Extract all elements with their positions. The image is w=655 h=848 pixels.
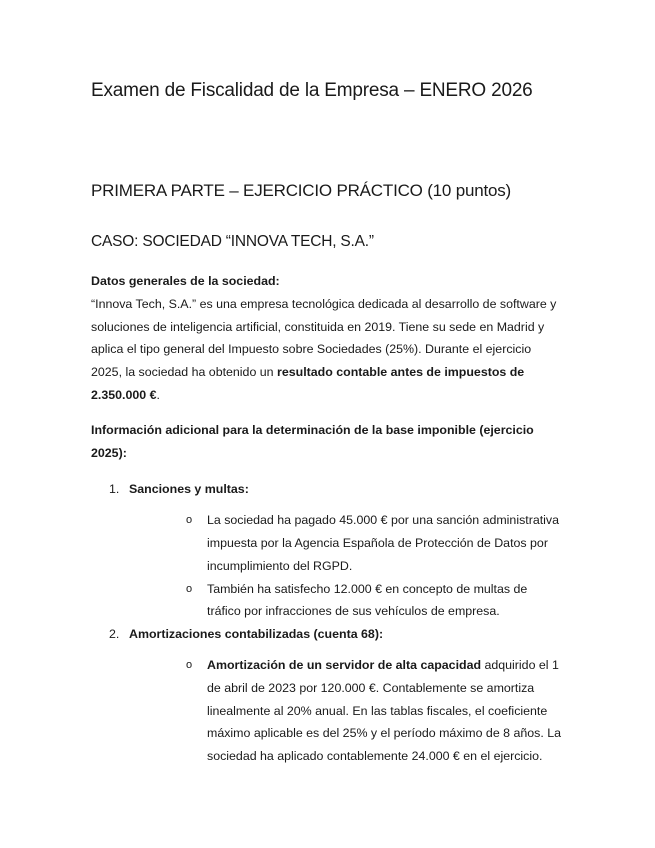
list-item-sanctions <box>91 478 563 623</box>
document-body <box>91 270 563 768</box>
amortizations-sublist <box>129 654 563 768</box>
part-heading: PRIMERA PARTE – EJERCICIO PRÁCTICO (10 puntos) <box>91 181 512 200</box>
additional-info-heading: Información adicional para la determinación de la base imponible (ejercicio 2025): <box>91 422 534 460</box>
bullet-text: También ha satisfecho 12.000 € en concepto de multas de tráfico por infracciones de sus vehículos de empresa. <box>207 581 528 619</box>
intro-end: . <box>156 387 160 402</box>
bullet-bold-text: Amortización de un servidor de alta capacidad <box>207 657 482 672</box>
item-label: Sanciones y multas: <box>129 482 249 497</box>
bullet-icon: o <box>186 658 193 671</box>
bullet-text: La sociedad ha pagado 45.000 € por una sanción administrativa impuesta por la Agencia Española de Protección de Datos por incumplimiento del RGPD. <box>207 513 560 573</box>
general-data-heading: Datos generales de la sociedad: <box>91 274 280 288</box>
sanctions-sublist <box>129 509 563 623</box>
bullet-text: adquirido el 1 de abril de 2023 por 120.000 €. Contablemente se amortiza linealmente al 20% anual. En las tablas fiscales, el coeficiente máximo aplicable es del 25% y el período máximo de 8 años. La sociedad ha aplicado contablemente 24.000 € en el ejercicio. <box>207 657 562 764</box>
adjustments-list <box>91 478 563 768</box>
item-number: 2. <box>109 627 120 642</box>
sub-list-item <box>129 654 563 768</box>
sub-list-item <box>129 578 563 624</box>
intro-bold: resultado contable antes de impuestos de 2.350.000 € <box>91 365 525 402</box>
item-label: Amortizaciones contabilizadas (cuenta 68): <box>129 627 384 642</box>
bullet-icon: o <box>186 514 193 527</box>
intro-paragraph <box>91 293 563 407</box>
item-number: 1. <box>109 482 120 497</box>
sub-list-item <box>129 509 563 577</box>
exam-title: Examen de Fiscalidad de la Empresa – ENERO 2026 <box>91 80 533 101</box>
bullet-icon: o <box>186 582 193 595</box>
case-heading: CASO: SOCIEDAD “INNOVA TECH, S.A.” <box>91 233 374 250</box>
list-item-amortizations <box>91 623 563 768</box>
intro-text: “Innova Tech, S.A.” es una empresa tecnológica dedicada al desarrollo de software y soluciones de inteligencia artificial, constituida en 2019. Tiene su sede en Madrid y aplica el tipo general del Impuesto sobre Sociedades (25%). Durante el ejercicio 2025, la sociedad ha obtenido un <box>91 296 557 380</box>
